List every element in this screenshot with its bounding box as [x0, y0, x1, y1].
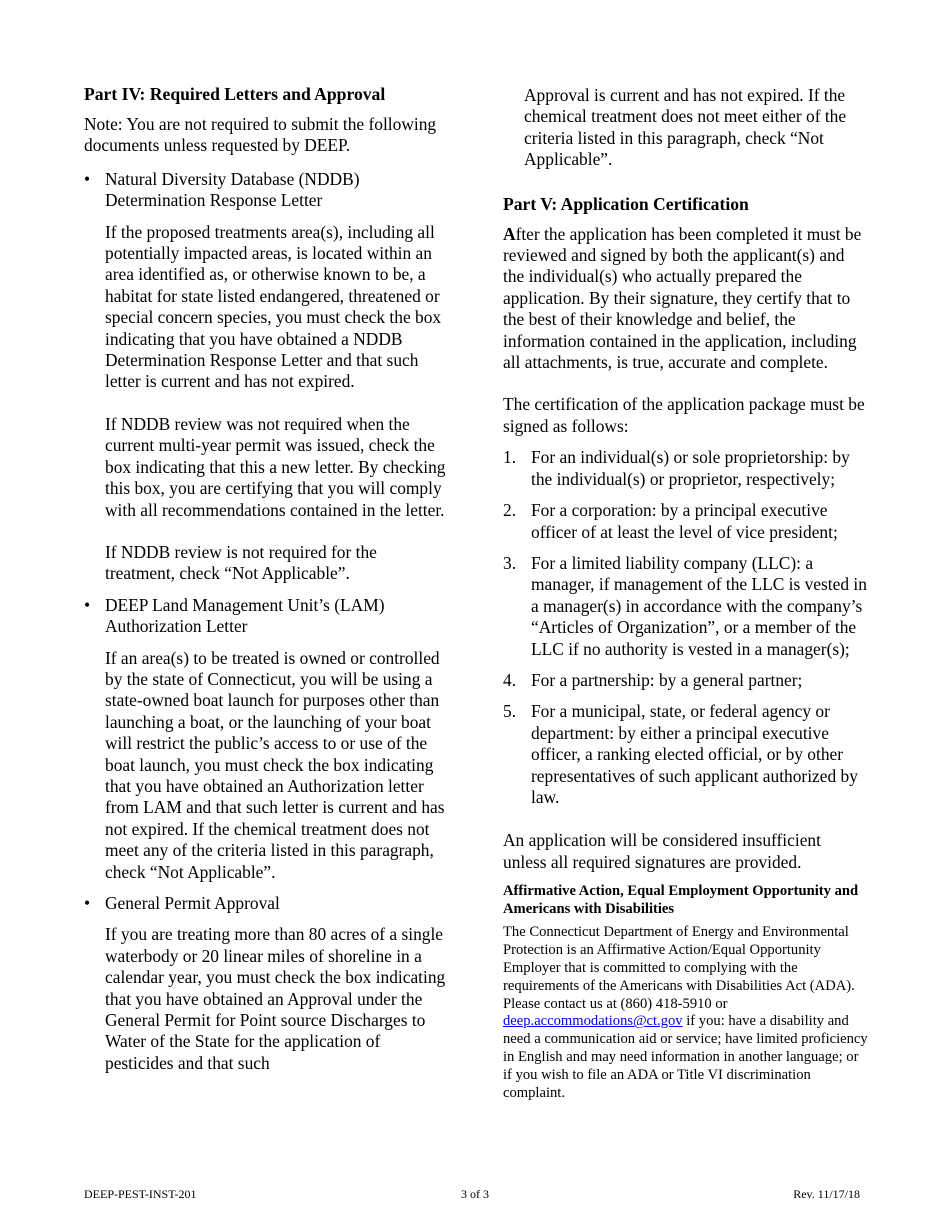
bullet-dot-icon: • — [84, 594, 91, 615]
cert-item-5 — [503, 701, 868, 808]
certification-intro-rest: fter the application has been completed it must be reviewed and signed by both the applicant(s) and the individual(s) who actually prepared the application. By their signature, they certify that to the best of their knowledge and belief, the information contained in the application, including all attachments, is true, accurate and complete. — [503, 223, 862, 373]
footer-revision: Rev. 11/17/18 — [793, 1187, 860, 1201]
aa-text-before: The Connecticut Department of Energy and Environmental Protection is an Affirmative Action/Equal Opportunity Employer that is committed to complying with the requirements of the Americans with Disabilities Act (ADA). Please contact us at (860) 418-5910 or — [503, 924, 855, 1012]
aa-heading: Affirmative Action, Equal Employment Opportunity and Americans with Disabilities — [503, 883, 859, 917]
item-text: For a partnership: by a general partner; — [531, 669, 803, 690]
drop-letter: A — [503, 223, 516, 244]
insufficient-notice: An application will be considered insufficient unless all required signatures are provided. — [503, 830, 821, 872]
item-text: For an individual(s) or sole proprietorship: by the individual(s) or proprietor, respectively; — [531, 447, 850, 489]
lam-para-1: If an area(s) to be treated is owned or controlled by the state of Connecticut, you will be using a state-owned boat launch for purposes other than launching a boat, or the launching of your boat will restrict the public’s access to or use of the boat launch, you must check the box indicating that you have obtained an Authorization letter from LAM and that such letter is current and has not expired. If the chemical treatment does not meet any of the criteria listed in this paragraph, check “Not Applicable”. — [105, 647, 445, 882]
bullet-lam — [84, 595, 450, 638]
item-text: For a limited liability company (LLC): a manager, if management of the LLC is vested in a manager(s) in accordance with the company’s “Articles of Organization”, or a member of the LLC if no authority is vested in a manager(s); — [531, 552, 867, 659]
nddb-para-2: If NDDB review was not required when the current multi-year permit was issued, check the box indicating that this a new letter. By checking this box, you are certifying that you will comply with all recommendations contained in the letter. — [105, 413, 446, 520]
nddb-para-3: If NDDB review is not required for the treatment, check “Not Applicable”. — [105, 541, 377, 584]
footer-doc-id: DEEP-PEST-INST-201 — [84, 1187, 197, 1201]
item-number: 4. — [503, 669, 517, 690]
item-number: 2. — [503, 500, 517, 521]
certification-intro — [503, 224, 868, 374]
bullet-title: General Permit Approval — [105, 893, 280, 913]
bullet-dot-icon: • — [84, 893, 91, 913]
aa-text — [503, 924, 868, 1102]
note-text: Note: You are not required to submit the following documents unless requested by DEEP. — [84, 114, 437, 156]
right-column — [503, 82, 868, 1102]
lam-body — [84, 648, 450, 883]
bullet-dot-icon: • — [84, 168, 91, 189]
item-number: 5. — [503, 701, 517, 722]
bullet-title: Natural Diversity Database (NDDB) Determination Response Letter — [105, 168, 360, 211]
general-permit-para-1: If you are treating more than 80 acres of a single waterbody or 20 linear miles of shoreline in a calendar year, you must check the box indicating that you have obtained an Approval under the General Permit for Point source Discharges to Water of the State for the application of pesticides and that such — [105, 924, 446, 1073]
nddb-body — [84, 222, 450, 585]
general-permit-body — [84, 924, 450, 1074]
item-number: 3. — [503, 552, 517, 573]
item-number: 1. — [503, 447, 517, 468]
part-iv-heading: Part IV: Required Letters and Approval — [84, 84, 386, 104]
item-text: For a municipal, state, or federal agency or department: by either a principal executive officer, a ranking elected official, or by other representatives of such applicant authorized by law. — [531, 701, 858, 807]
cert-item-3 — [503, 553, 868, 660]
bullet-general-permit — [84, 893, 450, 914]
aa-text-after: if you: have a disability and need a communication aid or service; have limited proficiency in English and may need information in another language; or if you wish to file an ADA or Title VI discrimination complaint. — [503, 1013, 868, 1101]
bullet-nddb — [84, 169, 450, 212]
continuation-text: Approval is current and has not expired. If the chemical treatment does not meet either of the criteria listed in this paragraph, check “Not Applicable”. — [524, 85, 847, 170]
cert-item-1 — [503, 447, 868, 490]
nddb-para-1: If the proposed treatments area(s), including all potentially impacted areas, is located within an area identified as, or otherwise known to be, a habitat for state listed endangered, threatened or special concern species, you must check the box indicating that you have obtained a NDDB Determination Response Letter and that such letter is current and has not expired. — [105, 221, 442, 392]
left-column — [84, 82, 450, 1074]
item-text: For a corporation: by a principal executive officer of at least the level of vice president; — [531, 500, 838, 542]
cert-signing-intro: The certification of the application package must be signed as follows: — [503, 394, 865, 436]
cert-item-2 — [503, 500, 868, 543]
footer-page-number: 3 of 3 — [461, 1187, 489, 1201]
cert-item-4 — [503, 670, 868, 691]
part-v-heading: Part V: Application Certification — [503, 193, 749, 214]
bullet-title: DEEP Land Management Unit’s (LAM) Authorization Letter — [105, 594, 385, 637]
accommodations-email-link[interactable]: deep.accommodations@ct.gov — [503, 1013, 683, 1030]
